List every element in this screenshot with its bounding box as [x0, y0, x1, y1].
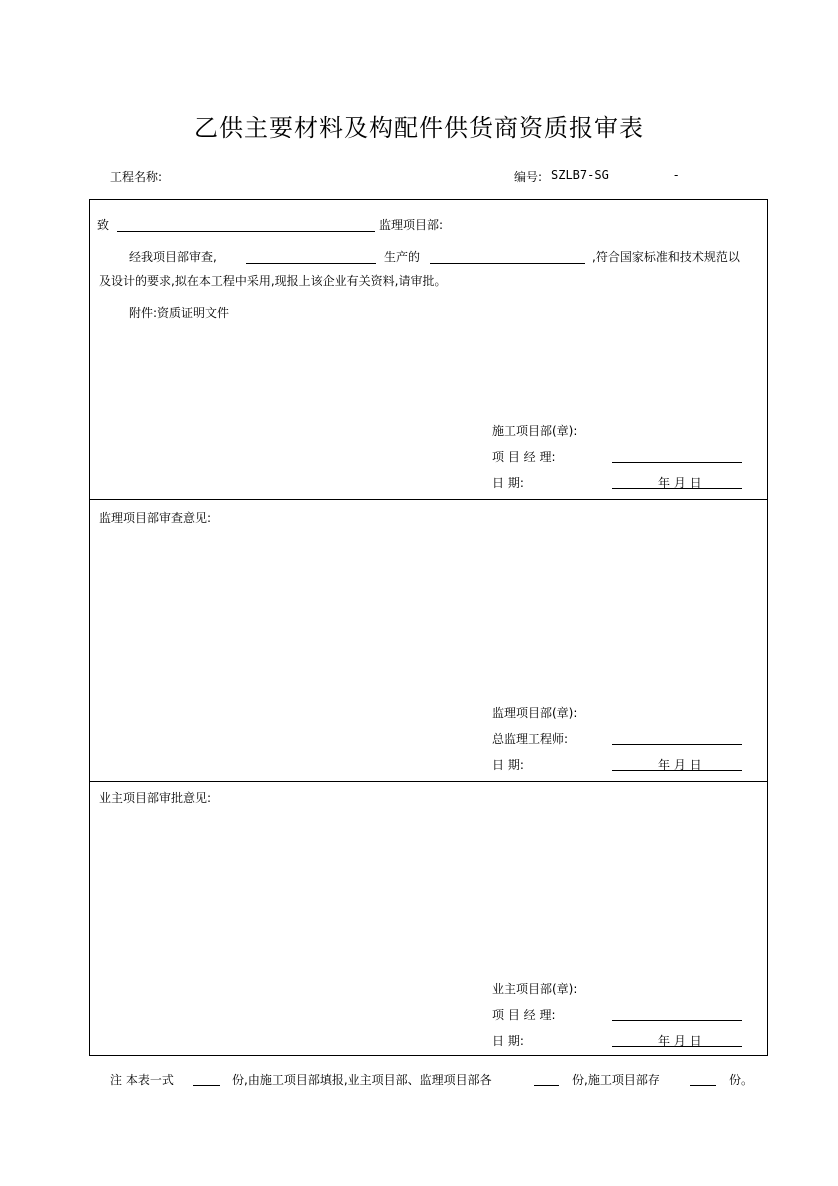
project-manager-label: 项 目 经 理:: [492, 1008, 556, 1022]
date-fill: 年 月 日: [658, 1034, 702, 1048]
attachment-text: 附件:资质证明文件: [129, 306, 230, 320]
project-name-label: 工程名称:: [110, 170, 163, 184]
application-text: 及设计的要求,拟在本工程中采用,现报上该企业有关资料,请审批。: [99, 274, 447, 288]
section-divider: [89, 781, 768, 782]
to-label: 致: [97, 218, 110, 232]
date-fill: 年 月 日: [658, 476, 702, 490]
note-text: 份,施工项目部存: [572, 1073, 660, 1087]
application-text: ,符合国家标准和技术规范以: [592, 250, 740, 264]
date-blank[interactable]: [612, 1046, 742, 1047]
copies-blank[interactable]: [193, 1085, 220, 1086]
signature-blank[interactable]: [612, 462, 742, 463]
copies-blank[interactable]: [534, 1085, 559, 1086]
contractor-blank[interactable]: [246, 263, 376, 264]
section-divider: [89, 499, 768, 500]
signature-blank[interactable]: [612, 744, 742, 745]
date-fill: 年 月 日: [658, 758, 702, 772]
chief-engineer-label: 总监理工程师:: [492, 732, 569, 746]
date-label: 日 期:: [492, 1034, 524, 1048]
application-text: 经我项目部审查,: [129, 250, 217, 264]
owner-opinion-heading: 业主项目部审批意见:: [99, 791, 212, 805]
form-title: 乙供主要材料及构配件供货商资质报审表: [194, 114, 644, 142]
number-value: SZLB7-SG: [551, 168, 609, 182]
addressee-blank[interactable]: [117, 231, 375, 232]
construction-dept-seal-label: 施工项目部(章):: [492, 424, 578, 438]
note-text: 份。: [729, 1073, 754, 1087]
note-text: 注 本表一式: [110, 1073, 174, 1087]
date-blank[interactable]: [612, 488, 742, 489]
owner-dept-seal-label: 业主项目部(章):: [492, 982, 578, 996]
number-label: 编号:: [514, 170, 543, 184]
supervision-dept-seal-label: 监理项目部(章):: [492, 706, 578, 720]
date-label: 日 期:: [492, 476, 524, 490]
project-manager-label: 项 目 经 理:: [492, 450, 556, 464]
application-text: 生产的: [384, 250, 421, 264]
supervision-dept-label: 监理项目部:: [379, 218, 444, 232]
copies-blank[interactable]: [690, 1085, 716, 1086]
supplier-blank[interactable]: [430, 263, 585, 264]
signature-blank[interactable]: [612, 1020, 742, 1021]
date-blank[interactable]: [612, 770, 742, 771]
form-table: [89, 199, 768, 1056]
date-label: 日 期:: [492, 758, 524, 772]
number-suffix: -: [674, 168, 679, 182]
supervision-opinion-heading: 监理项目部审查意见:: [99, 511, 212, 525]
note-text: 份,由施工项目部填报,业主项目部、监理项目部各: [232, 1073, 492, 1087]
